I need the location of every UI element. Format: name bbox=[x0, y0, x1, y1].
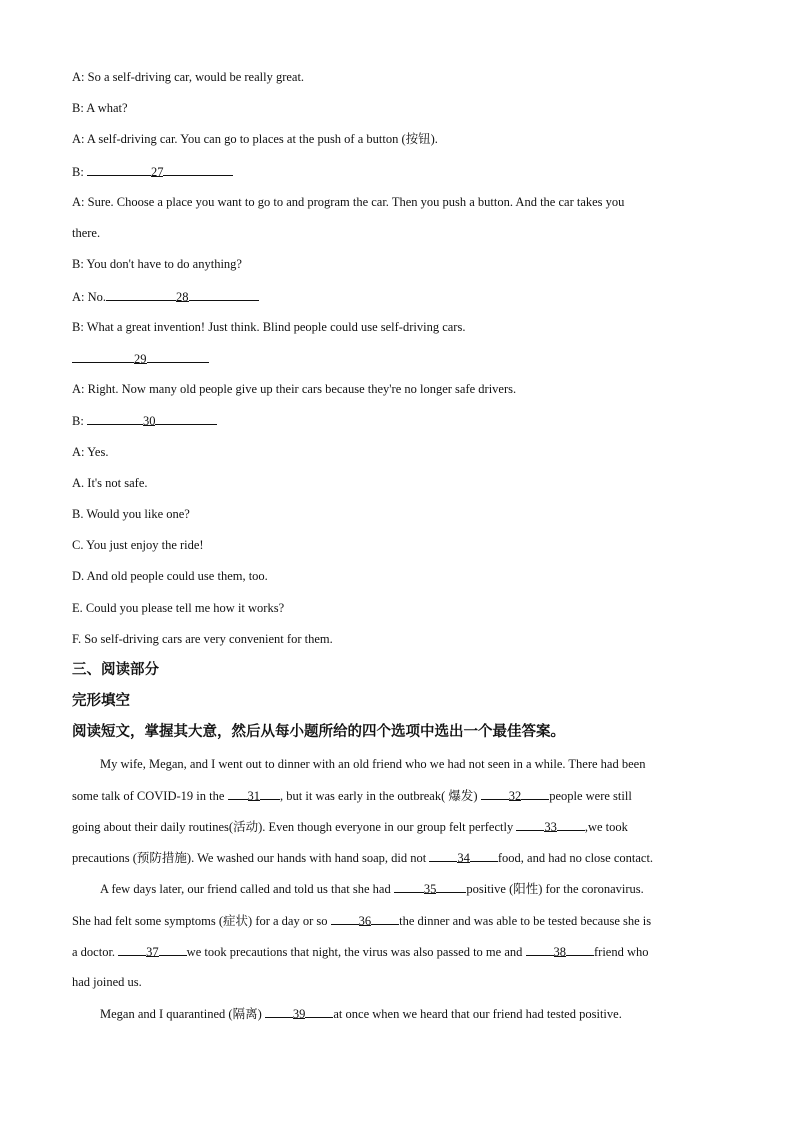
blank-number-27: 27 bbox=[150, 165, 164, 179]
option-line: A. It's not safe. bbox=[72, 476, 148, 490]
blank-number-38: 38 bbox=[553, 945, 566, 959]
passage-line: had joined us. bbox=[72, 975, 142, 989]
passage-line bbox=[72, 943, 649, 960]
dialogue-line: A: A self-driving car. You can go to places at the push of a button (按钮). bbox=[72, 132, 438, 146]
passage-text: She had felt some symptoms (症状) for a day or so bbox=[72, 914, 331, 928]
passage-text: friend who bbox=[594, 945, 649, 959]
option-line: D. And old people could use them, too. bbox=[72, 569, 268, 583]
section-title: 三、阅读部分 bbox=[72, 662, 159, 678]
passage-line bbox=[72, 912, 651, 929]
blank-number-32: 32 bbox=[508, 789, 522, 803]
option-line: B. Would you like one? bbox=[72, 507, 190, 521]
blank-line bbox=[72, 350, 134, 363]
passage-text: at once when we heard that our friend had tested positive. bbox=[333, 1007, 622, 1021]
blank-line bbox=[436, 880, 466, 893]
blank-line bbox=[189, 288, 259, 301]
option-line: C. You just enjoy the ride! bbox=[72, 538, 204, 552]
speaker-label: A: No. bbox=[72, 290, 107, 304]
passage-text: food, and had no close contact. bbox=[497, 851, 654, 865]
blank-line bbox=[470, 849, 498, 862]
blank-number-30: 30 bbox=[142, 414, 156, 428]
dialogue-blank-29 bbox=[72, 350, 209, 367]
passage-text: precautions (预防措施). We washed our hands with hand soap, did not bbox=[72, 851, 430, 865]
blank-line bbox=[228, 787, 248, 800]
passage-text: ,we took bbox=[584, 820, 628, 834]
passage-text: going about their daily routines(活动). Even though everyone in our group felt perfectly bbox=[72, 820, 517, 834]
blank-line bbox=[566, 943, 594, 956]
passage-line bbox=[72, 787, 632, 804]
passage-text: Megan and I quarantined (隔离) bbox=[100, 1007, 265, 1021]
blank-line bbox=[429, 849, 457, 862]
dialogue-line: A: Right. Now many old people give up their cars because they're no longer safe drivers. bbox=[72, 382, 517, 396]
blank-number-39: 39 bbox=[292, 1007, 306, 1021]
passage-text: people were still bbox=[549, 789, 632, 803]
instruction-text: 阅读短文，掌握其大意，然后从每小题所给的四个选项中选出一个最佳答案。 bbox=[72, 724, 565, 740]
passage-line bbox=[100, 880, 644, 897]
passage-text: we took precautions that night, the virus was also passed to me and bbox=[186, 945, 526, 959]
passage-text: a doctor. bbox=[72, 945, 119, 959]
blank-line bbox=[371, 912, 399, 925]
blank-number-34: 34 bbox=[457, 851, 470, 865]
passage-line: My wife, Megan, and I went out to dinner with an old friend who we had not seen in a while. There had been bbox=[100, 757, 646, 771]
blank-number-33: 33 bbox=[544, 820, 557, 834]
blank-number-37: 37 bbox=[146, 945, 159, 959]
passage-text: positive (阳性) for the coronavirus. bbox=[466, 882, 644, 896]
passage-text: the dinner and was able to be tested because she is bbox=[399, 914, 652, 928]
blank-number-31: 31 bbox=[247, 789, 261, 803]
dialogue-blank-27 bbox=[72, 163, 233, 180]
dialogue-line: A: Sure. Choose a place you want to go to and program the car. Then you push a button. And the car takes you bbox=[72, 195, 625, 209]
passage-line bbox=[72, 849, 653, 866]
blank-line bbox=[481, 787, 509, 800]
blank-line bbox=[260, 787, 280, 800]
passage-text: , but it was early in the outbreak( 爆发) bbox=[280, 789, 481, 803]
blank-line bbox=[106, 288, 176, 301]
dialogue-line: B: You don't have to do anything? bbox=[72, 257, 242, 271]
blank-number-36: 36 bbox=[358, 914, 372, 928]
blank-line bbox=[394, 880, 424, 893]
blank-line bbox=[87, 412, 143, 425]
speaker-label: B: bbox=[72, 414, 87, 428]
dialogue-line: B: What a great invention! Just think. Blind people could use self-driving cars. bbox=[72, 320, 466, 334]
blank-line bbox=[526, 943, 554, 956]
dialogue-blank-28 bbox=[72, 288, 259, 305]
blank-line bbox=[163, 163, 233, 176]
passage-text: A few days later, our friend called and told us that she had bbox=[100, 882, 394, 896]
blank-line bbox=[87, 163, 151, 176]
blank-line bbox=[305, 1005, 333, 1018]
dialogue-line: A: Yes. bbox=[72, 445, 109, 459]
speaker-label: B: bbox=[72, 165, 87, 179]
passage-line bbox=[100, 1005, 622, 1022]
dialogue-line: A: So a self-driving car, would be really great. bbox=[72, 70, 305, 84]
blank-line bbox=[516, 818, 544, 831]
passage-line bbox=[72, 818, 628, 835]
option-line: F. So self-driving cars are very convenient for them. bbox=[72, 632, 333, 646]
dialogue-line: there. bbox=[72, 226, 101, 240]
blank-line bbox=[159, 943, 187, 956]
dialogue-blank-30 bbox=[72, 412, 217, 429]
blank-number-29: 29 bbox=[134, 352, 147, 366]
blank-line bbox=[521, 787, 549, 800]
passage-text: some talk of COVID-19 in the bbox=[72, 789, 228, 803]
option-line: E. Could you please tell me how it works? bbox=[72, 601, 285, 615]
blank-line bbox=[557, 818, 585, 831]
blank-line bbox=[155, 412, 217, 425]
blank-line bbox=[147, 350, 209, 363]
blank-number-35: 35 bbox=[423, 882, 437, 896]
blank-line bbox=[331, 912, 359, 925]
subsection-title: 完形填空 bbox=[72, 693, 130, 709]
blank-number-28: 28 bbox=[176, 290, 189, 304]
dialogue-line: B: A what? bbox=[72, 101, 128, 115]
blank-line bbox=[118, 943, 146, 956]
blank-line bbox=[265, 1005, 293, 1018]
